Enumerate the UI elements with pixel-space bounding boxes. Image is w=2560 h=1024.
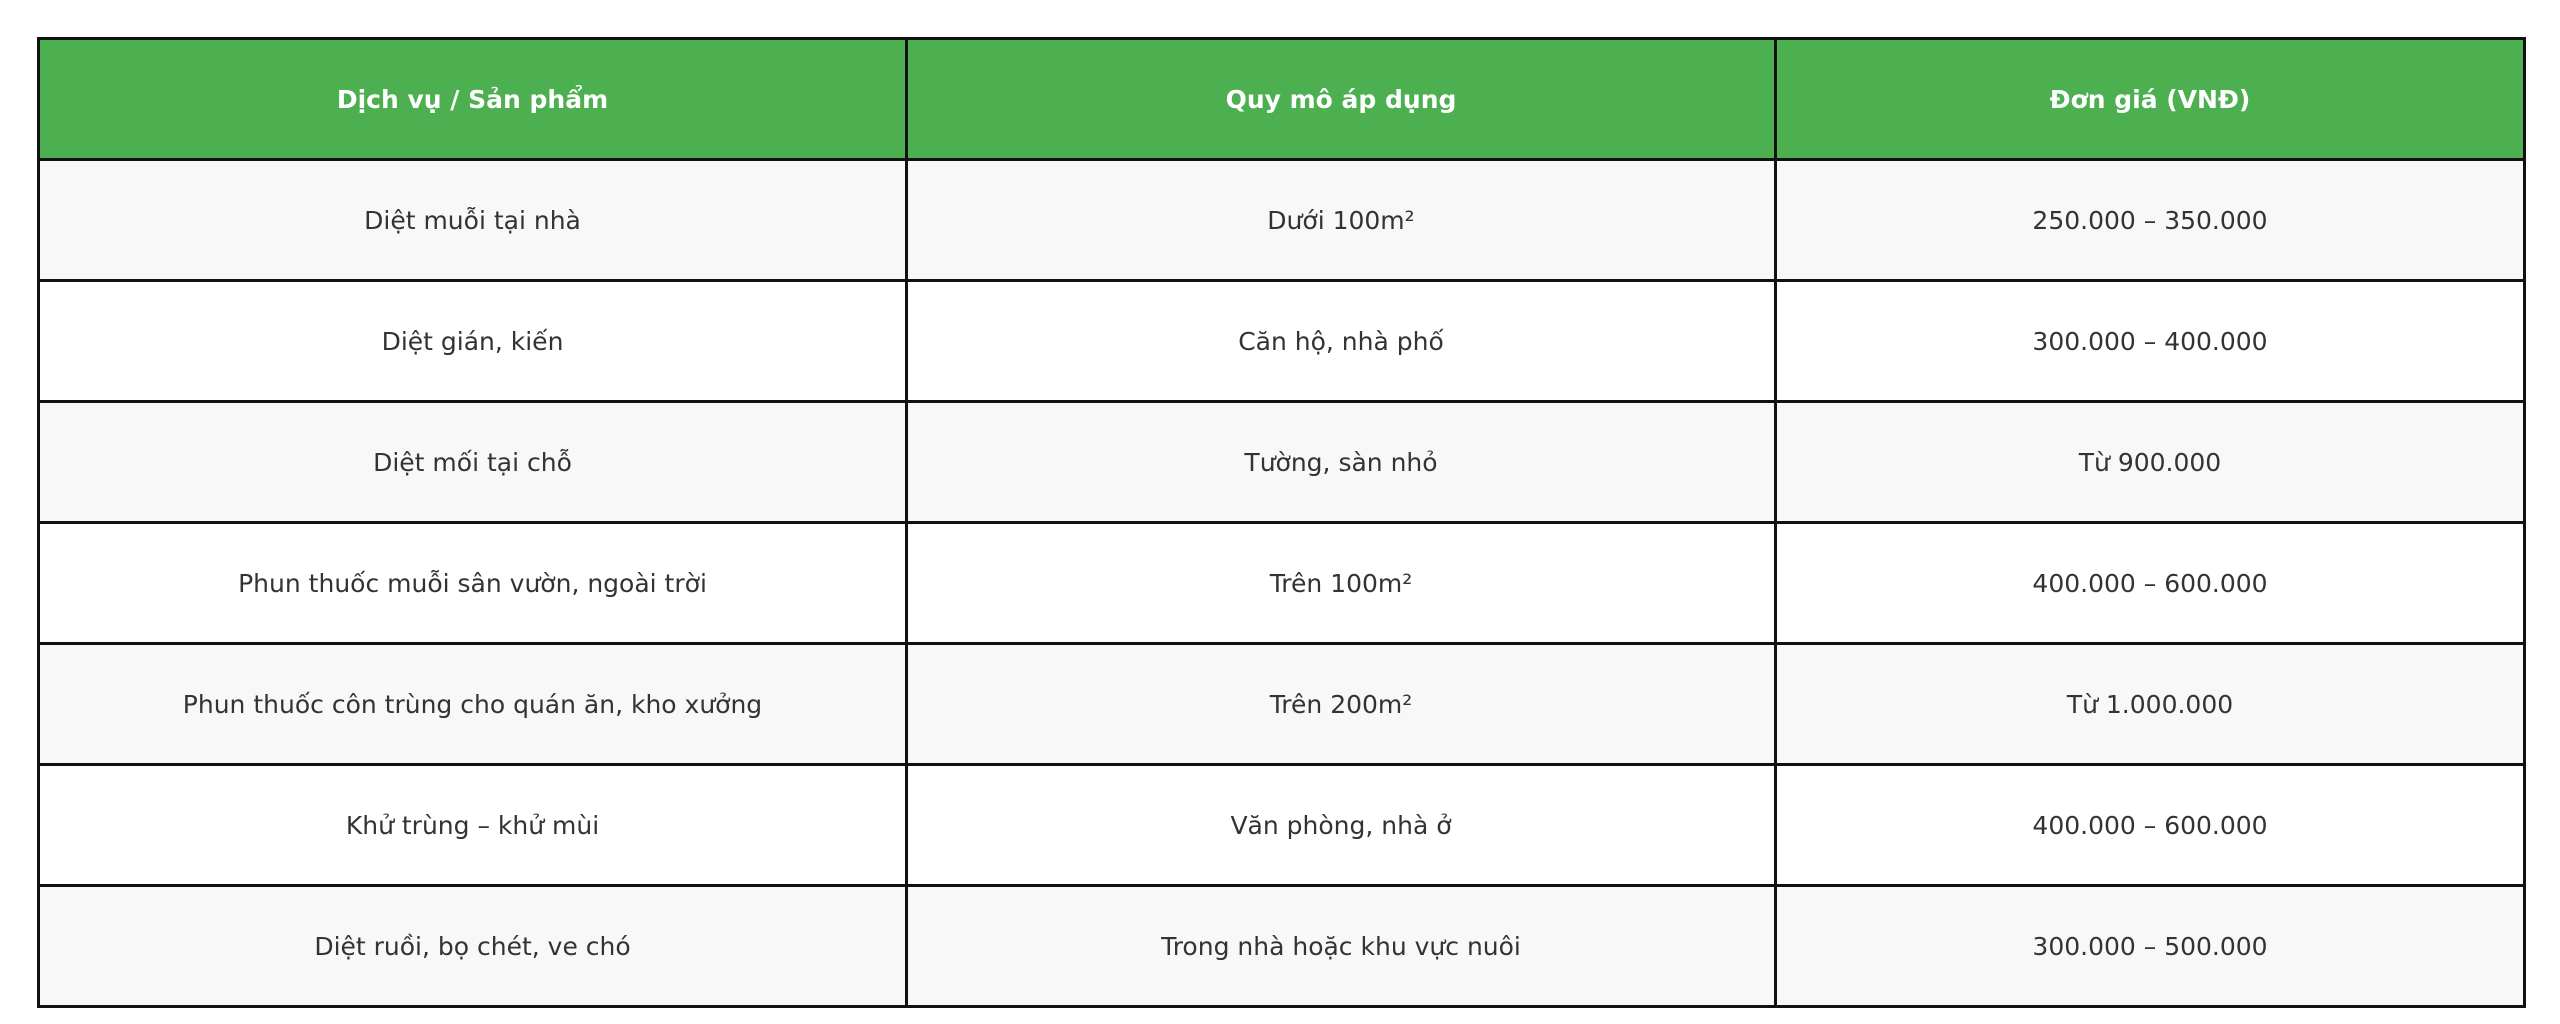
price-table	[37, 37, 2526, 1008]
cell-scale: Văn phòng, nhà ở	[907, 765, 1776, 886]
cell-price: 400.000 – 600.000	[1776, 523, 2525, 644]
cell-service: Phun thuốc côn trùng cho quán ăn, kho xưởng	[39, 644, 907, 765]
header-price: Đơn giá (VNĐ)	[1776, 39, 2525, 160]
cell-scale: Trên 100m²	[907, 523, 1776, 644]
table-row	[39, 886, 2525, 1007]
cell-price: 300.000 – 500.000	[1776, 886, 2525, 1007]
cell-scale: Căn hộ, nhà phố	[907, 281, 1776, 402]
cell-price: 250.000 – 350.000	[1776, 160, 2525, 281]
cell-service: Diệt muỗi tại nhà	[39, 160, 907, 281]
cell-scale: Tường, sàn nhỏ	[907, 402, 1776, 523]
cell-service: Diệt ruồi, bọ chét, ve chó	[39, 886, 907, 1007]
cell-service: Diệt gián, kiến	[39, 281, 907, 402]
table-header-row	[39, 39, 2525, 160]
cell-service: Khử trùng – khử mùi	[39, 765, 907, 886]
header-service: Dịch vụ / Sản phẩm	[39, 39, 907, 160]
cell-scale: Trên 200m²	[907, 644, 1776, 765]
cell-service: Phun thuốc muỗi sân vườn, ngoài trời	[39, 523, 907, 644]
cell-scale: Trong nhà hoặc khu vực nuôi	[907, 886, 1776, 1007]
table-row	[39, 765, 2525, 886]
table-row	[39, 644, 2525, 765]
header-scale: Quy mô áp dụng	[907, 39, 1776, 160]
cell-price: Từ 900.000	[1776, 402, 2525, 523]
table-row	[39, 523, 2525, 644]
cell-scale: Dưới 100m²	[907, 160, 1776, 281]
cell-price: Từ 1.000.000	[1776, 644, 2525, 765]
table-row	[39, 281, 2525, 402]
cell-price: 300.000 – 400.000	[1776, 281, 2525, 402]
cell-price: 400.000 – 600.000	[1776, 765, 2525, 886]
cell-service: Diệt mối tại chỗ	[39, 402, 907, 523]
table-row	[39, 402, 2525, 523]
table-row	[39, 160, 2525, 281]
